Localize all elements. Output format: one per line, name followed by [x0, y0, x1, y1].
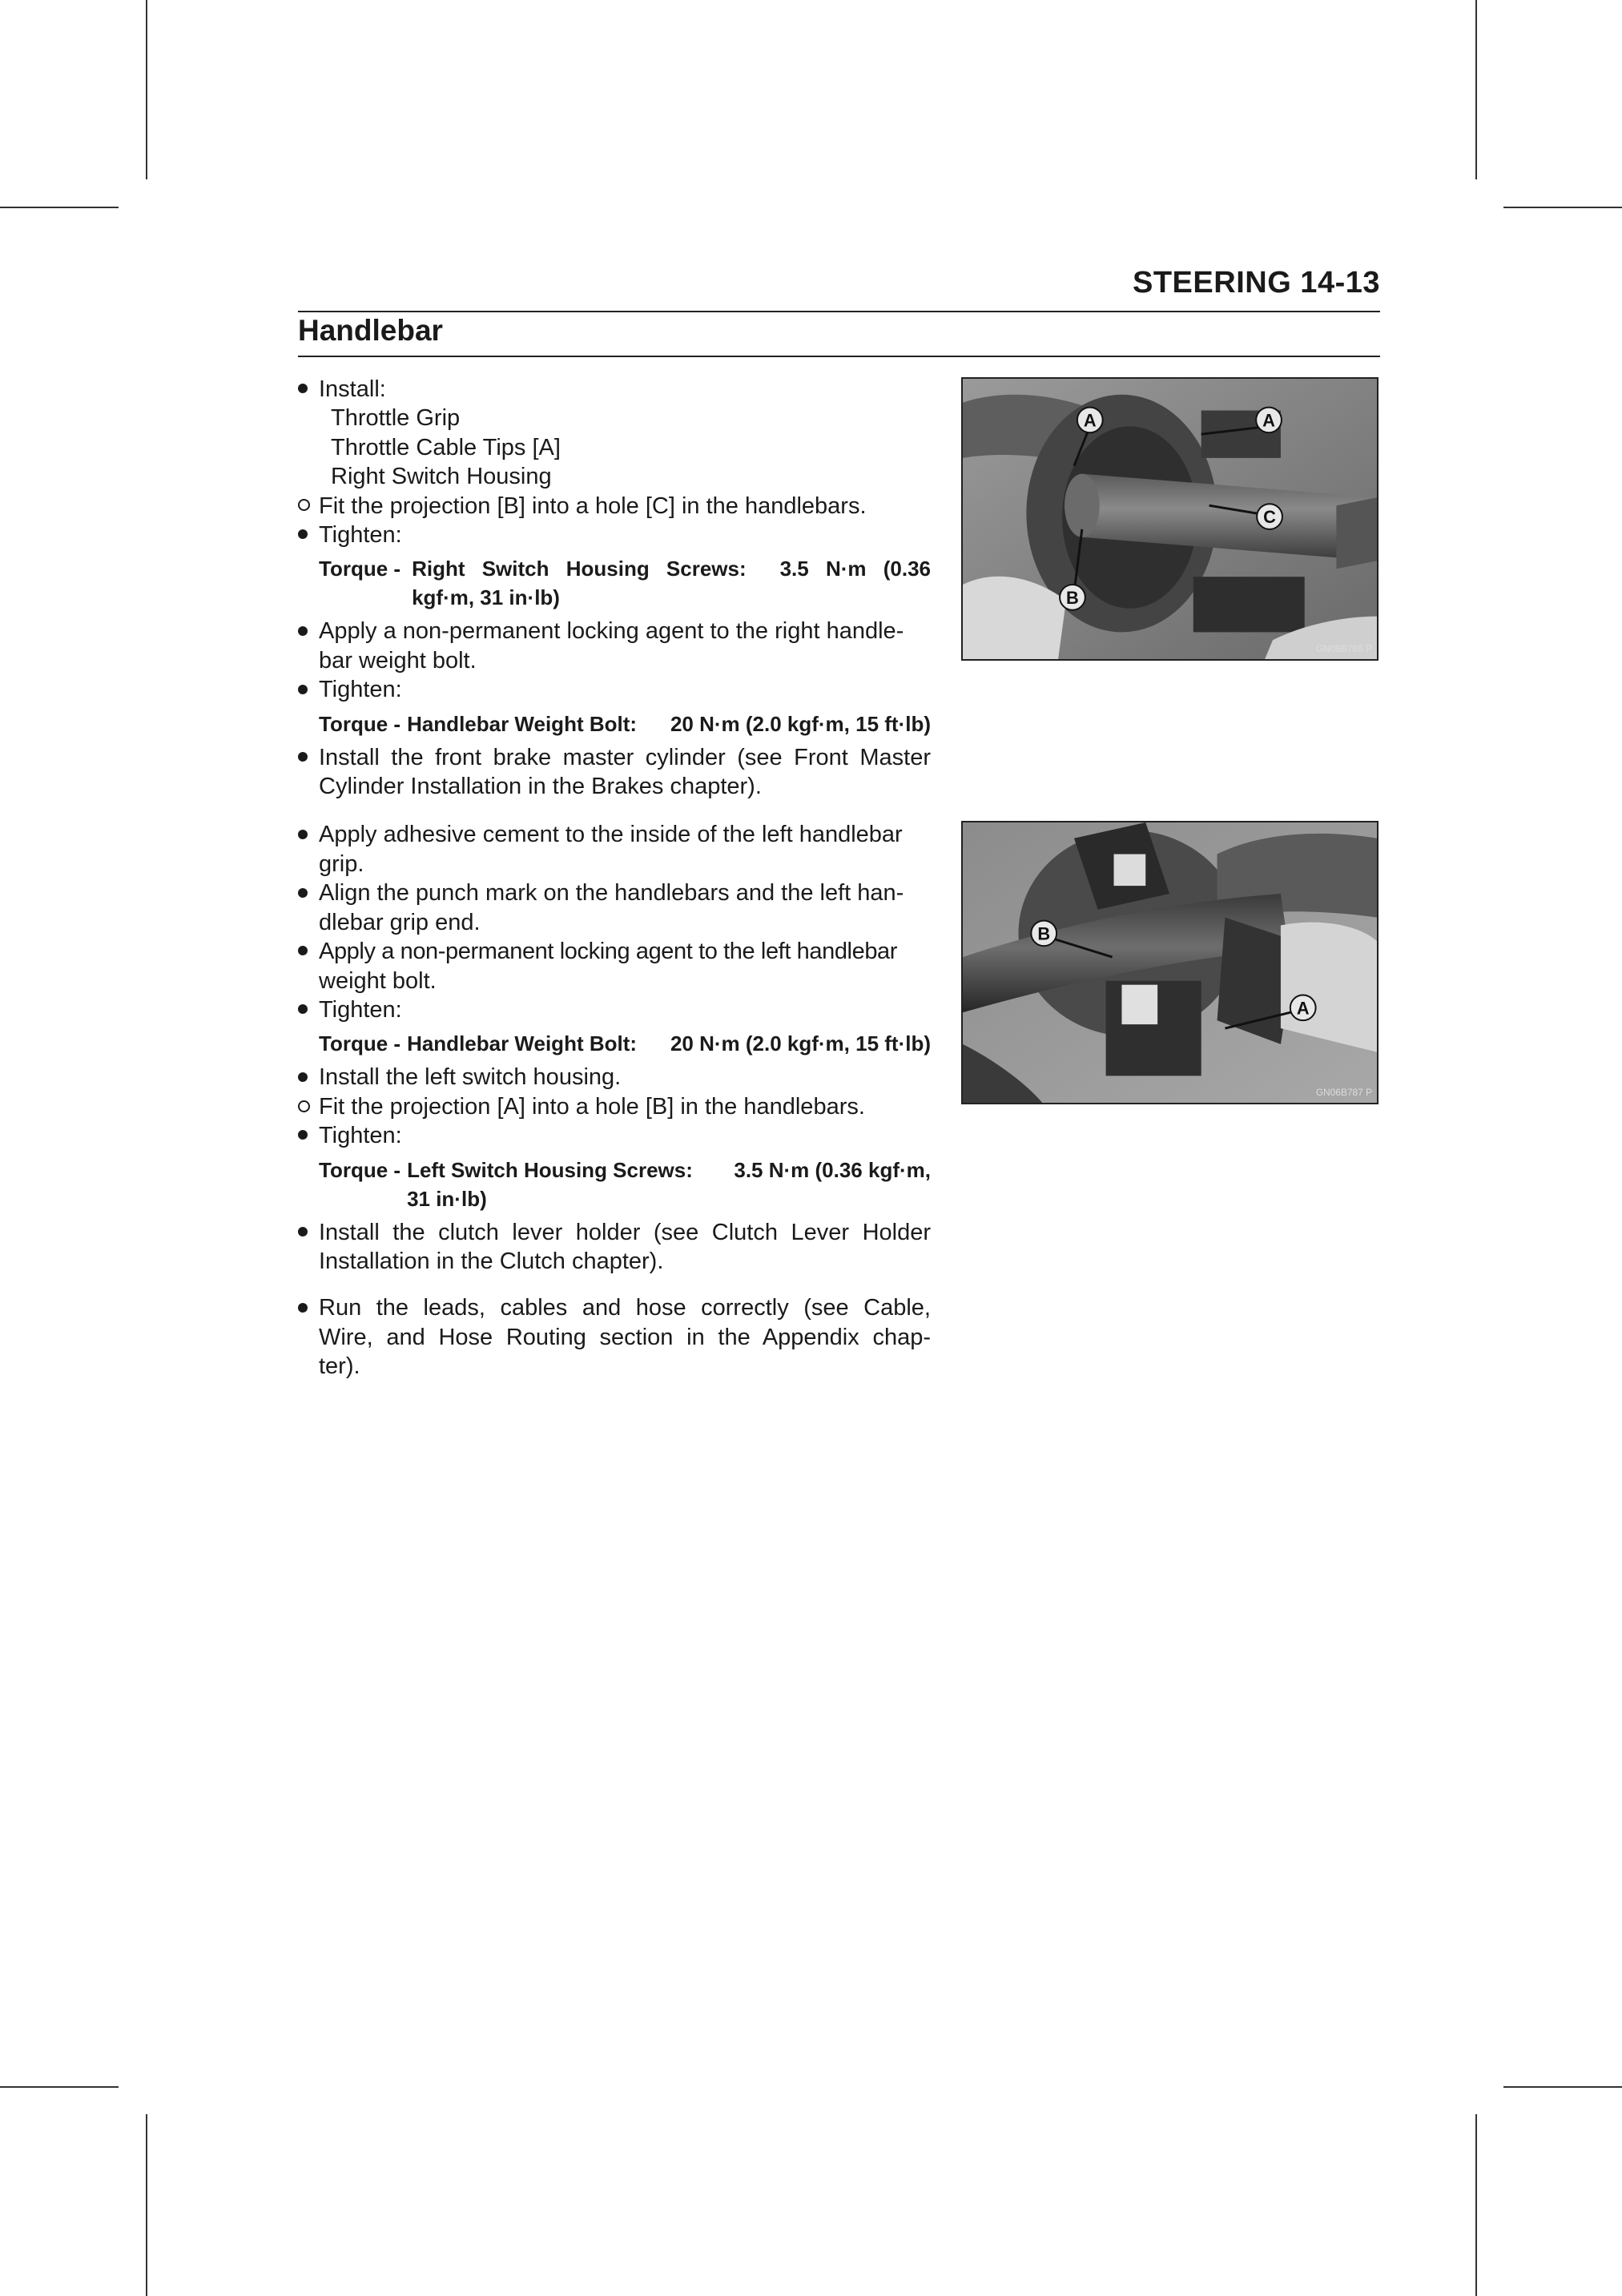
crop-mark [1503, 2086, 1622, 2088]
bullet-icon [298, 685, 308, 694]
bullet-icon [298, 1004, 308, 1014]
instruction-column [298, 375, 931, 1381]
header-rule [298, 311, 1380, 312]
crop-mark [1475, 2114, 1477, 2296]
figure-left-switch-housing [961, 821, 1378, 1104]
bullet-item: Apply a non-permanent locking agent to the right handle- bar weight bolt. [298, 617, 931, 675]
install-item: Throttle Grip [331, 405, 461, 432]
bullet-item: Align the punch mark on the handlebars and the left han- dlebar grip end. [298, 879, 931, 937]
bullet-item: Install the left switch housing. [298, 1063, 931, 1092]
bullet-item: Install: [298, 375, 931, 404]
figure-code: GN06B787 P [1315, 1087, 1373, 1099]
bullet-item: Tighten: [298, 521, 931, 549]
bullet-icon [298, 529, 308, 539]
section-rule [298, 356, 1380, 357]
page-header-title: STEERING 14-13 [1133, 266, 1380, 300]
bullet-icon [298, 384, 308, 393]
install-item: Throttle Cable Tips [A] [331, 434, 561, 460]
circle-bullet-icon [298, 1100, 310, 1112]
callout-label: C [1263, 506, 1276, 527]
bullet-item: Install the front brake master cylinder (see Front Master Cylinder Installation in the Brakes chapter). [298, 743, 931, 802]
bullet-icon [298, 752, 308, 762]
bullet-item: Tighten: [298, 1121, 931, 1150]
bullet-icon [298, 626, 308, 636]
callout-label: A [1083, 410, 1097, 431]
figure-code: GN06B786 P [1315, 643, 1373, 655]
sub-step-item: Fit the projection [B] into a hole [C] in the handlebars. [298, 492, 931, 521]
bullet-icon [298, 1072, 308, 1082]
crop-mark [0, 2086, 119, 2088]
callout-label: B [1066, 587, 1079, 608]
bullet-icon [298, 1303, 308, 1313]
bullet-item: Run the leads, cables and hose correctly (see Cable, Wire, and Hose Routing section in the Appendix chap- ter). [298, 1293, 931, 1381]
bullet-icon [298, 830, 308, 839]
crop-mark [1475, 0, 1477, 179]
crop-mark [0, 207, 119, 208]
bullet-item: Tighten: [298, 995, 931, 1024]
sub-step-item: Fit the projection [A] into a hole [B] in the handlebars. [298, 1092, 931, 1121]
photo-right-switch-housing [963, 379, 1377, 659]
bullet-item: Apply a non-permanent locking agent to the left handlebar weight bolt. [298, 937, 931, 995]
torque-spec: Torque - Right Switch Housing Screws: 3.5 N·m (0.36 kgf·m, 31 in·lb) [319, 557, 931, 610]
bullet-item: Tighten: [298, 675, 931, 704]
crop-mark [1503, 207, 1622, 208]
section-title: Handlebar [298, 314, 443, 347]
callout-label: A [1262, 410, 1275, 431]
install-item: Right Switch Housing [331, 464, 552, 490]
callout-label: B [1037, 923, 1051, 944]
torque-spec: Torque - Left Switch Housing Screws: 3.5 N·m (0.36 kgf·m, 31 in·lb) [319, 1157, 931, 1211]
bullet-icon [298, 1130, 308, 1140]
bullet-item: Apply adhesive cement to the inside of the left handlebar grip. [298, 820, 931, 879]
crop-mark [146, 0, 147, 179]
crop-mark [146, 2114, 147, 2296]
bullet-icon [298, 946, 308, 955]
bullet-icon [298, 1227, 308, 1236]
torque-spec: Torque - Handlebar Weight Bolt: 20 N·m (2.0 kgf·m, 15 ft·lb) [319, 711, 931, 736]
torque-spec: Torque - Handlebar Weight Bolt: 20 N·m (2.0 kgf·m, 15 ft·lb) [319, 1031, 931, 1056]
callout-label: A [1296, 998, 1310, 1019]
bullet-icon [298, 888, 308, 898]
bullet-item: Install the clutch lever holder (see Clutch Lever Holder Installation in the Clutch chapter). [298, 1218, 931, 1277]
figure-right-switch-housing [961, 377, 1378, 661]
photo-left-switch-housing [963, 822, 1377, 1103]
circle-bullet-icon [298, 499, 310, 511]
